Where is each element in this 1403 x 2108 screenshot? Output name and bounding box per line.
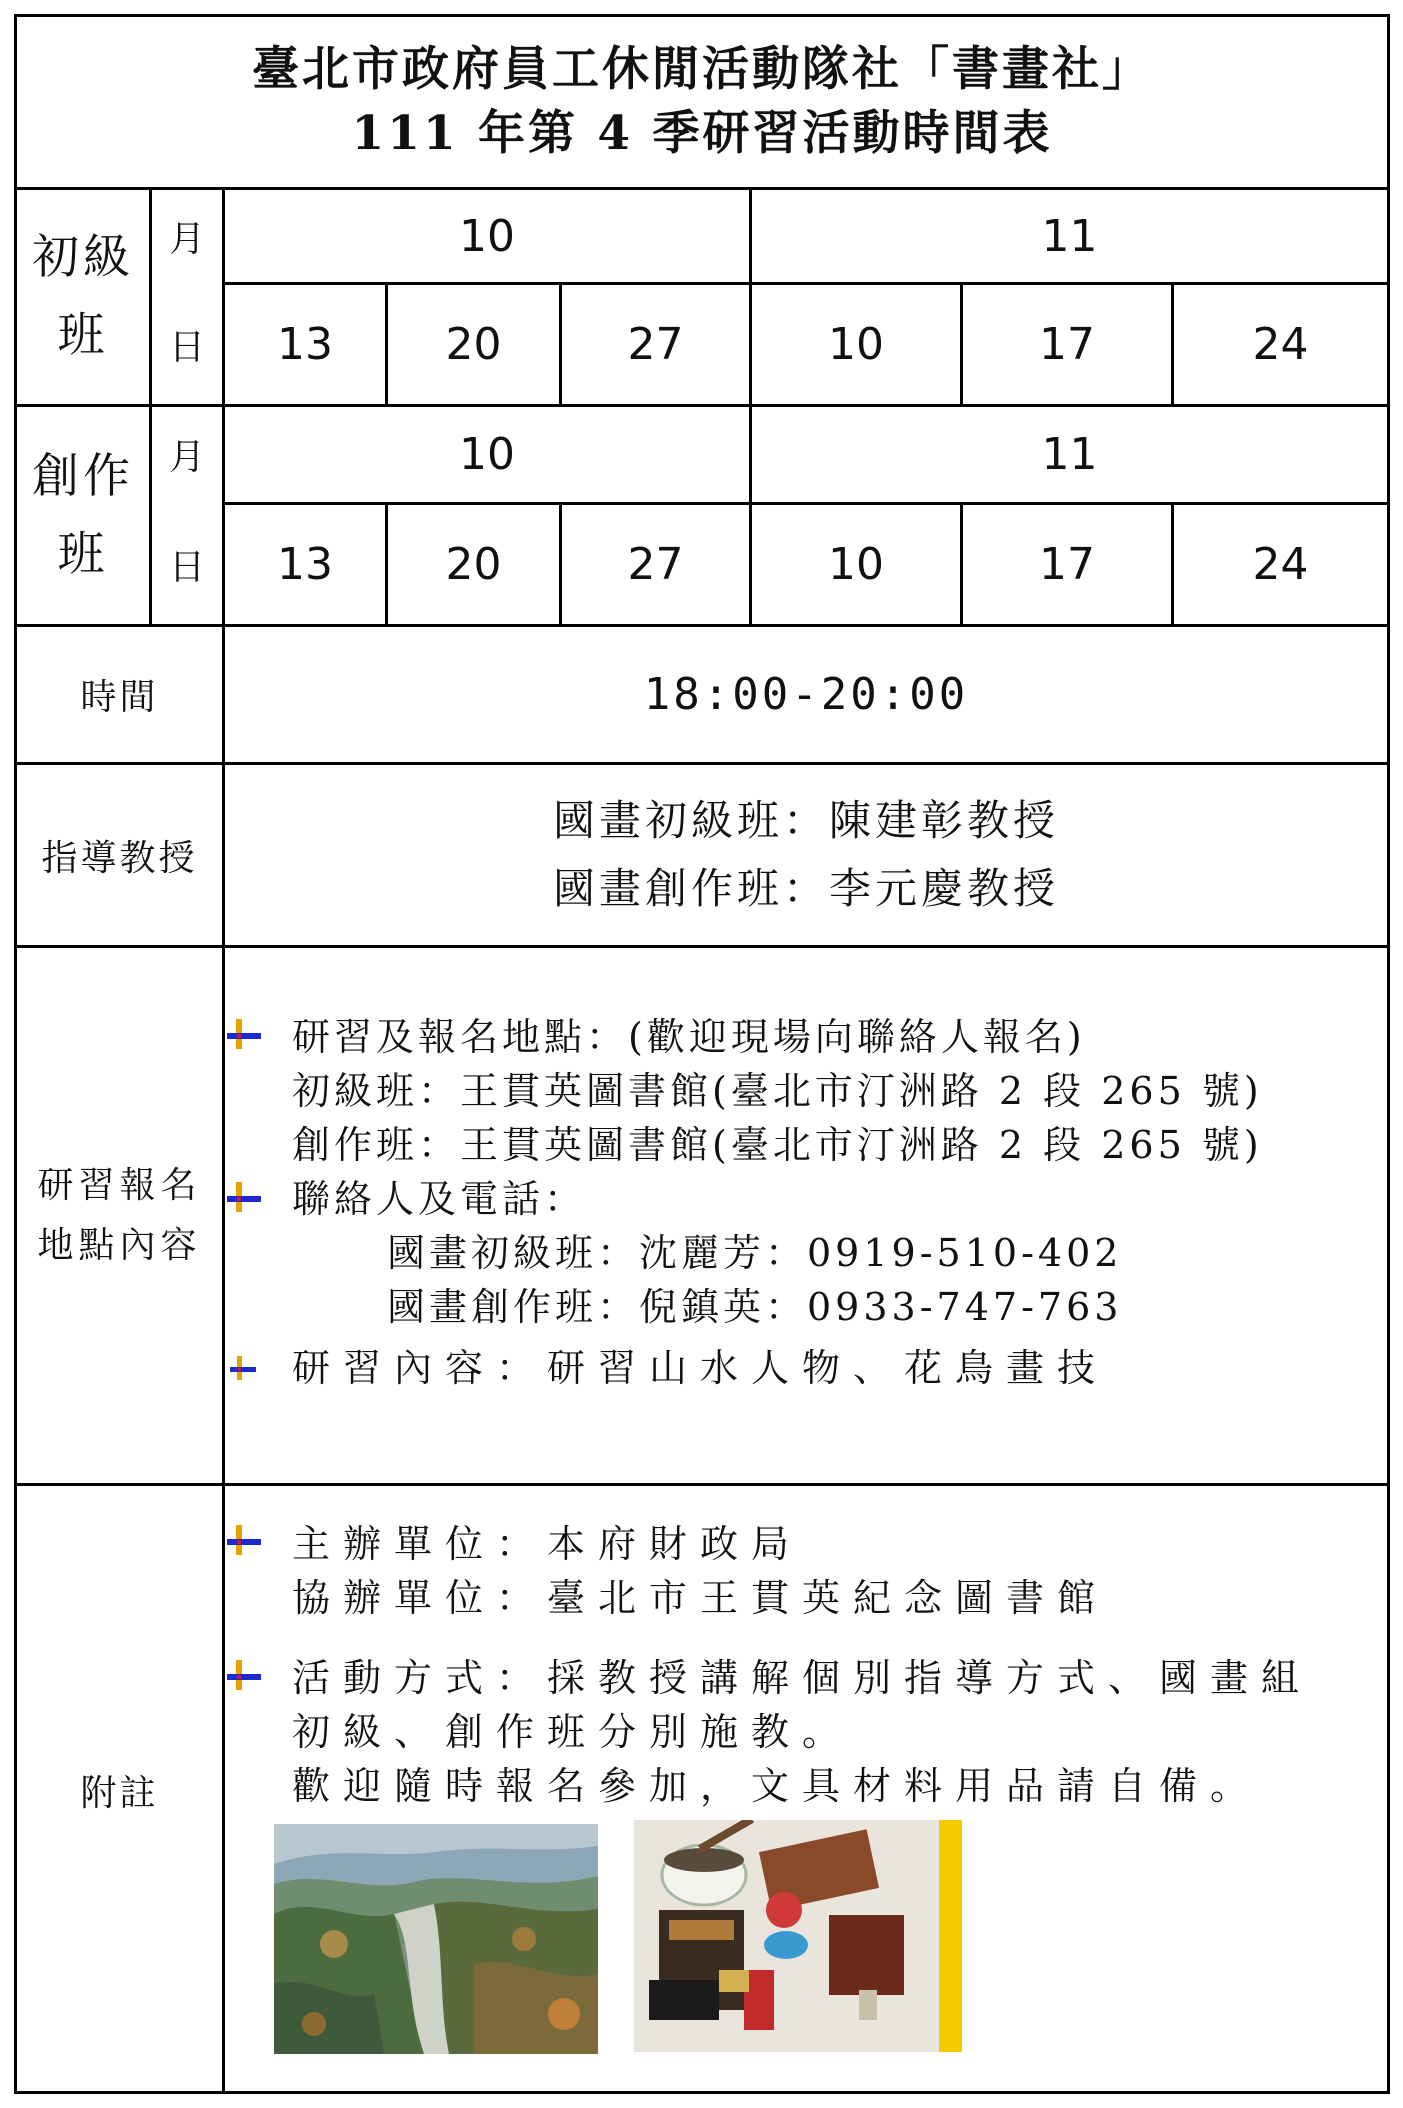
month-cell-basic-oct: 10 [459, 210, 515, 262]
day-cell-creative-2: 20 [445, 539, 502, 590]
day-cell-basic-2: 20 [445, 319, 502, 370]
plus-bullet-icon [230, 1356, 256, 1380]
class-name-basic-line-2: 班 [57, 308, 109, 363]
plus-bullet-icon [227, 1182, 261, 1212]
day-cell-creative-4: 10 [828, 539, 884, 590]
notes-line-welcome: 歡迎隨時報名參加，文具材料用品請自備。 [292, 1764, 1262, 1808]
day-cell-creative-5: 17 [1039, 539, 1095, 590]
day-cell-basic-1: 13 [277, 319, 333, 370]
title-line-2: 111 年第 4 季研習活動時間表 [351, 106, 1053, 161]
location-line-creative: 創作班：王貫英圖書館(臺北市汀洲路 2 段 265 號) [292, 1123, 1263, 1167]
class-name-creative-line-2: 班 [57, 526, 109, 582]
day-cell-basic-3: 27 [627, 319, 684, 370]
notes-line-organizer: 主辦單位：本府財政局 [292, 1522, 803, 1566]
location-line-basic: 初級班：王貫英圖書館(臺北市汀洲路 2 段 265 號) [292, 1069, 1263, 1113]
class-name-creative-line-1: 創作 [32, 448, 134, 504]
month-cell-creative-oct: 10 [459, 429, 515, 480]
month-cell-creative-nov: 11 [1041, 429, 1098, 480]
title-line-1: 臺北市政府員工休閒活動隊社「書畫社」 [252, 42, 1152, 97]
location-line-content: 研習內容：研習山水人物、花鳥畫技 [292, 1346, 1109, 1390]
day-label-basic: 日 [168, 327, 205, 368]
location-line-contact-creative: 國畫創作班：倪鎮英：0933-747-763 [387, 1285, 1123, 1329]
instructor-creative: 國畫創作班：李元慶教授 [552, 864, 1059, 913]
plus-bullet-icon [227, 1525, 261, 1555]
class-name-basic [17, 190, 149, 404]
notes-label: 附註 [80, 1772, 159, 1814]
plus-bullet-icon [227, 1660, 261, 1690]
day-cell-creative-3: 27 [627, 539, 684, 590]
calligraphy-tools-image [634, 1820, 962, 2052]
schedule-table [14, 14, 1390, 2094]
day-cell-creative-6: 24 [1252, 539, 1309, 590]
landscape-painting-image [274, 1824, 598, 2054]
month-label-basic: 月 [168, 218, 205, 260]
month-label-creative: 月 [168, 437, 205, 478]
class-name-creative [17, 407, 149, 624]
day-label-creative: 日 [168, 547, 205, 588]
location-line-contact-basic: 國畫初級班：沈麗芳：0919-510-402 [387, 1231, 1123, 1275]
page-title [17, 17, 1387, 187]
location-label-line-1: 研習報名 [37, 1164, 202, 1206]
location-line-contact-heading: 聯絡人及電話： [292, 1177, 587, 1221]
notes-line-method: 活動方式：採教授講解個別指導方式、國畫組 [292, 1656, 1313, 1700]
instructor-basic: 國畫初級班：陳建彰教授 [552, 796, 1059, 845]
instructors-label: 指導教授 [41, 837, 198, 879]
time-value: 18:00-20:00 [643, 669, 969, 720]
instructors-list [225, 765, 1387, 945]
time-label: 時間 [80, 677, 159, 718]
day-cell-basic-6: 24 [1252, 319, 1309, 370]
location-line-venue: 研習及報名地點：(歡迎現場向聯絡人報名) [292, 1015, 1086, 1059]
plus-bullet-icon [227, 1019, 261, 1049]
day-cell-basic-4: 10 [828, 319, 884, 370]
day-cell-basic-5: 17 [1039, 319, 1095, 370]
notes-line-co-organizer: 協辦單位：臺北市王貫英紀念圖書館 [292, 1576, 1109, 1620]
notes-line-method-cont: 初級、創作班分別施教。 [292, 1710, 854, 1754]
day-cell-creative-1: 13 [277, 539, 333, 590]
month-cell-basic-nov: 11 [1041, 210, 1098, 262]
class-name-basic-line-1: 初級 [32, 230, 134, 285]
location-label-line-2: 地點內容 [37, 1224, 202, 1266]
location-label [17, 948, 222, 1483]
